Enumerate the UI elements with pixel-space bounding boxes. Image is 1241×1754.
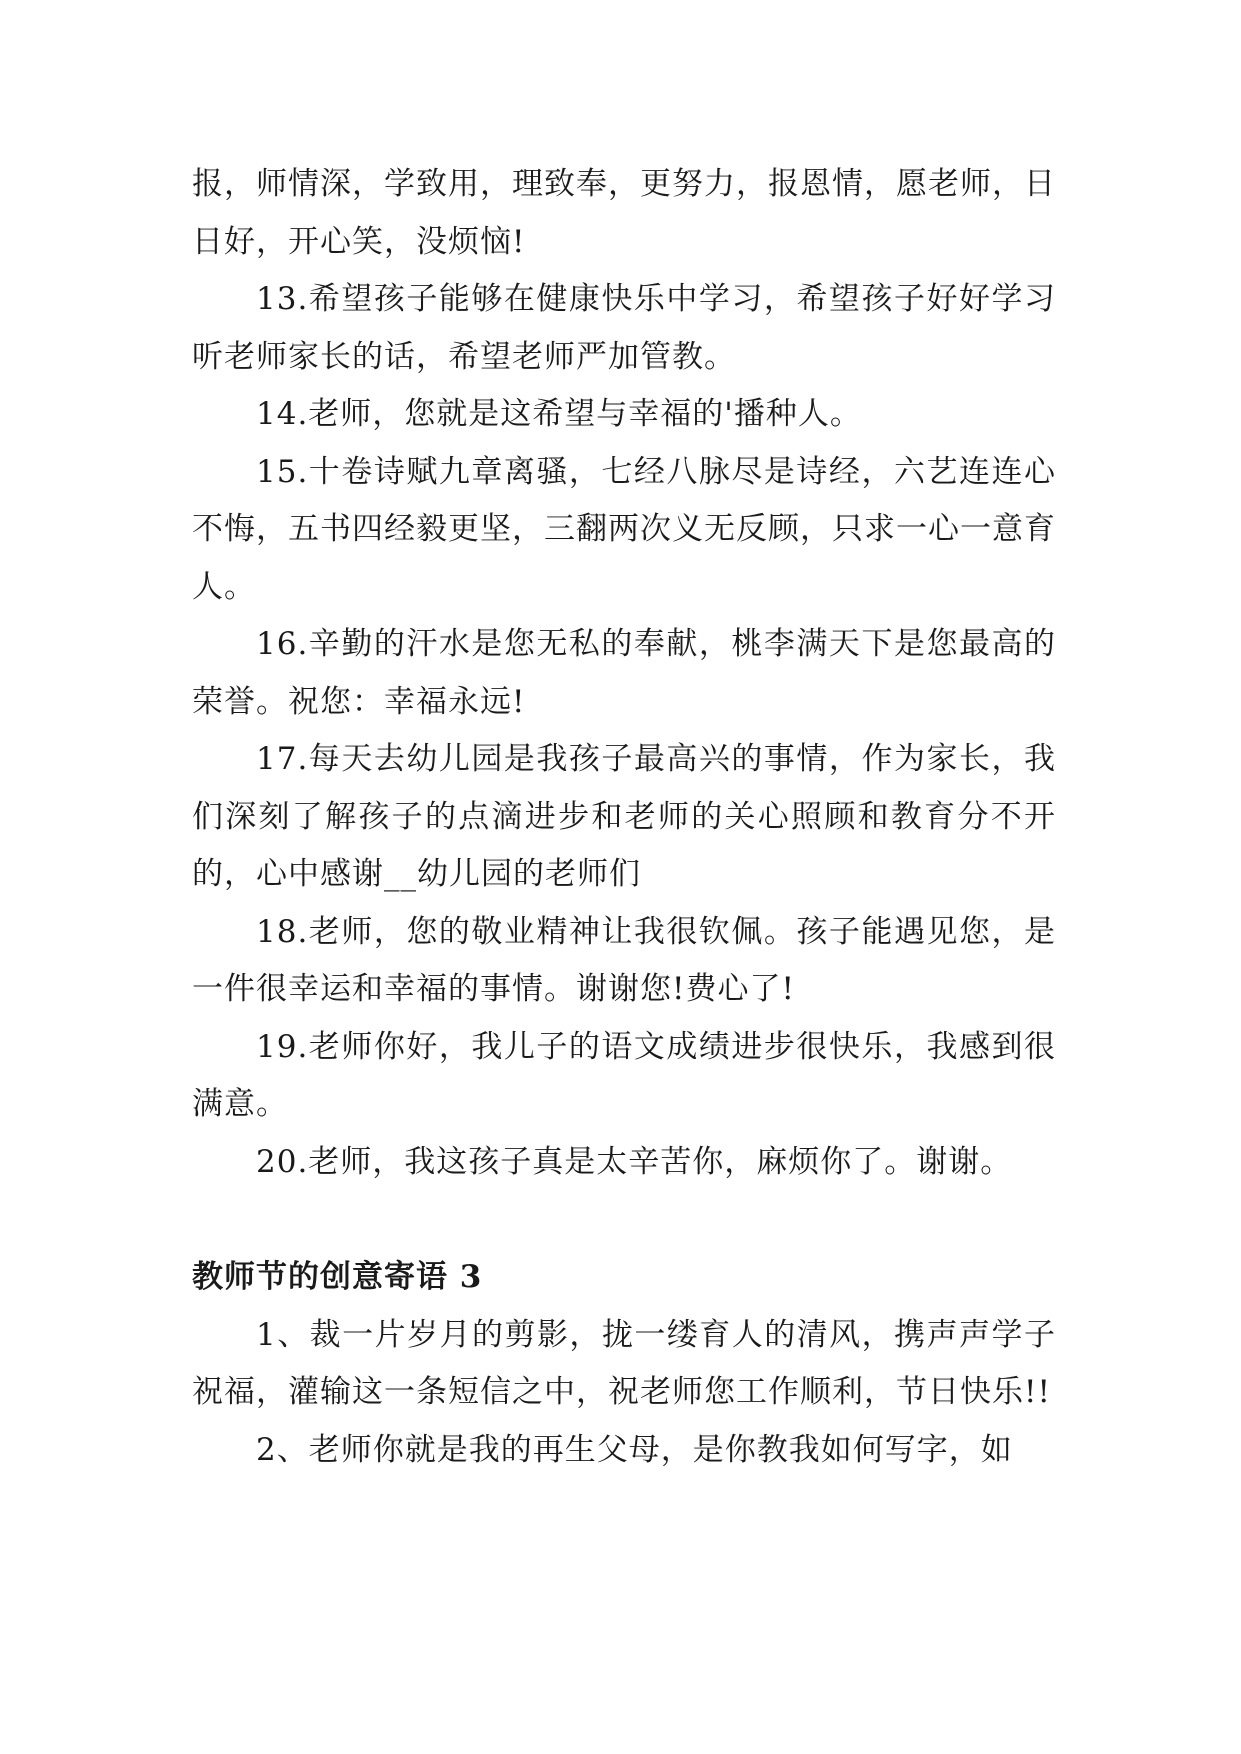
paragraph-item-13: 13.希望孩子能够在健康快乐中学习，希望孩子好好学习听老师家长的话，希望老师严加管教。 [192,281,1056,375]
paragraph-item-16: 16.辛勤的汗水是您无私的奉献，桃李满天下是您最高的荣誉。祝您：幸福永远! [192,626,1056,720]
section-heading: 教师节的创意寄语 3 [192,1259,483,1295]
paragraph-item-14: 14.老师，您就是这希望与幸福的'播种人。 [256,396,862,432]
document-body [192,156,1056,1479]
paragraph-continuation: 报，师情深，学致用，理致奉，更努力，报恩情，愿老师，日日好，开心笑，没烦恼! [192,166,1056,260]
paragraph-item-15: 15.十卷诗赋九章离骚，七经八脉尽是诗经，六艺连连心不悔，五书四经毅更坚，三翻两次义无反顾，只求一心一意育人。 [192,453,1056,605]
paragraph-item-18: 18.老师，您的敬业精神让我很钦佩。孩子能遇见您，是一件很幸运和幸福的事情。谢谢您!费心了! [192,913,1056,1007]
paragraph-item-1: 1、裁一片岁月的剪影，拢一缕育人的清风，携声声学子祝福，灌输这一条短信之中，祝老师您工作顺利，节日快乐!! [192,1316,1056,1410]
paragraph-item-2: 2、老师你就是我的再生父母，是你教我如何写字，如 [256,1431,1013,1468]
paragraph-item-19: 19.老师你好，我儿子的语文成绩进步很快乐，我感到很满意。 [192,1028,1056,1122]
paragraph-item-20: 20.老师，我这孩子真是太辛苦你，麻烦你了。谢谢。 [256,1143,1013,1180]
paragraph-item-17: 17.每天去幼儿园是我孩子最高兴的事情，作为家长，我们深刻了解孩子的点滴进步和老师的关心照顾和教育分不开的，心中感谢__幼儿园的老师们 [192,741,1056,892]
